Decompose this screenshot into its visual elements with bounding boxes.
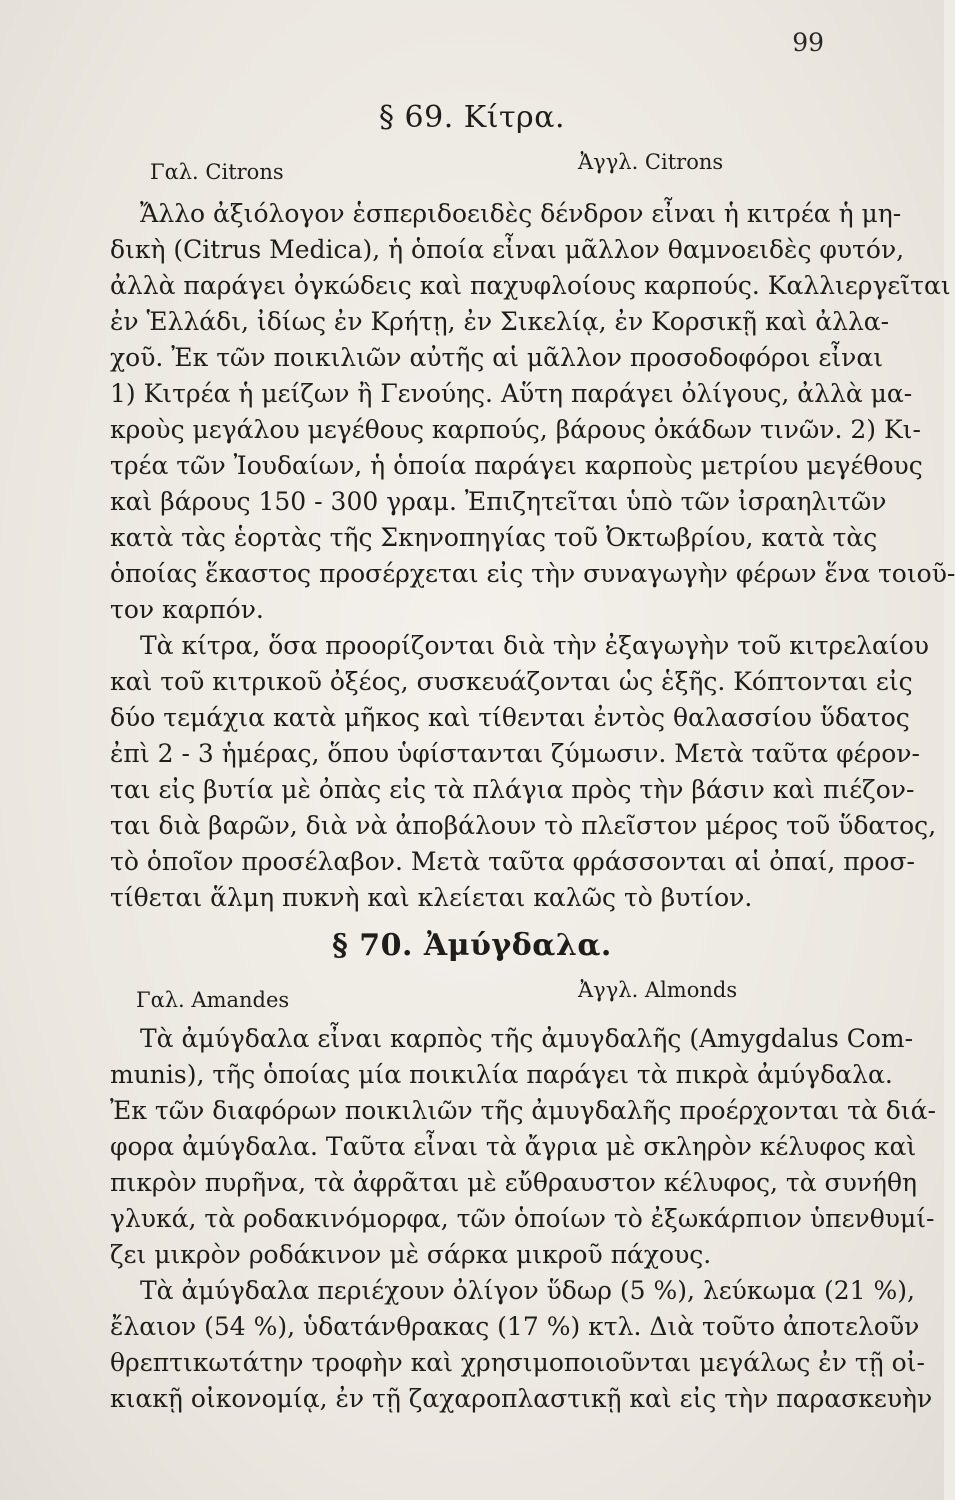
text-line: ται διὰ βαρῶν, διὰ νὰ ἀποβάλουν τὸ πλεῖστον μέρος τοῦ ὕδατος,	[110, 811, 937, 840]
text-line: κιακῇ οἰκονομίᾳ, ἐν τῇ ζαχαροπλαστικῇ καὶ εἰς τὴν παρασκευὴν	[110, 1384, 933, 1413]
text-line: ἔλαιον (54 %), ὑδατάνθρακας (17 %) κτλ. Διὰ τοῦτο ἀποτελοῦν	[110, 1312, 920, 1341]
text-line: χοῦ. Ἐκ τῶν ποικιλιῶν αὐτῆς αἱ μᾶλλον προσοδοφόροι εἶναι	[110, 343, 884, 372]
section-70-english-name: Ἀγγλ. Almonds	[578, 978, 738, 1002]
text-line: Ἐκ τῶν διαφόρων ποικιλιῶν τῆς ἀμυγδαλῆς προέρχονται τὰ διά-	[110, 1096, 936, 1125]
text-line: φορα ἀμύγδαλα. Ταῦτα εἶναι τὰ ἄγρια μὲ σκληρὸν κέλυφος καὶ	[110, 1132, 917, 1161]
section-69-french-name: Γαλ. Citrons	[150, 160, 284, 184]
text-line: κροὺς μεγάλου μεγέθους καρπούς, βάρους ὀκάδων τινῶν. 2) Κι-	[110, 415, 921, 444]
section-70-french-name: Γαλ. Amandes	[136, 988, 290, 1012]
text-line: ται εἰς βυτία μὲ ὀπὰς εἰς τὰ πλάγια πρὸς τὴν βάσιν καὶ πιέζον-	[110, 775, 915, 804]
text-line: Τὰ κίτρα, ὅσα προορίζονται διὰ τὴν ἐξαγωγὴν τοῦ κιτρελαίου	[140, 631, 929, 660]
section-70-title-text: § 70. Ἀμύγδαλα.	[332, 928, 612, 963]
text-line: ἐν Ἑλλάδι, ἰδίως ἐν Κρήτῃ, ἐν Σικελίᾳ, ἐν Κορσικῇ καὶ ἀλλα-	[110, 307, 890, 336]
text-line: δύο τεμάχια κατὰ μῆκος καὶ τίθενται ἐντὸς θαλασσίου ὕδατος	[110, 703, 910, 732]
section-69-english-name: Ἀγγλ. Citrons	[578, 150, 724, 174]
text-line: κατὰ τὰς ἑορτὰς τῆς Σκηνοπηγίας τοῦ Ὀκτωβρίου, κατὰ τὰς	[110, 523, 878, 552]
text-line: Ἄλλο ἀξιόλογον ἑσπεριδοειδὲς δένδρον εἶναι ἡ κιτρέα ἡ μη-	[140, 199, 902, 228]
text-line: ὁποίας ἕκαστος προσέρχεται εἰς τὴν συναγωγὴν φέρων ἕνα τοιοῦ-	[110, 559, 955, 588]
text-line: τρέα τῶν Ἰουδαίων, ἡ ὁποία παράγει καρποὺς μετρίου μεγέθους	[110, 451, 923, 480]
text-line: καὶ βάρους 150 - 300 γραμ. Ἐπιζητεῖται ὑπὸ τῶν ἰσραηλιτῶν	[110, 487, 887, 516]
text-line: ἐπὶ 2 - 3 ἡμέρας, ὅπου ὑφίστανται ζύμωσιν. Μετὰ ταῦτα φέρον-	[110, 739, 920, 768]
section-69-title: § 69. Κίτρα.	[379, 100, 565, 135]
text-line: ἀλλὰ παράγει ὀγκώδεις καὶ παχυφλοίους καρπούς. Καλλιεργεῖται	[110, 271, 951, 300]
text-line: 1) Κιτρέα ἡ μείζων ἢ Γενούης. Αὕτη παράγει ὀλίγους, ἀλλὰ μα-	[110, 379, 913, 408]
text-line: ζει μικρὸν ροδάκινον μὲ σάρκα μικροῦ πάχους.	[110, 1240, 712, 1269]
text-line: καὶ τοῦ κιτρικοῦ ὀξέος, συσκευάζονται ὡς ἑξῆς. Κόπτονται εἰς	[110, 667, 913, 696]
text-line: munis), τῆς ὁποίας μία ποικιλία παράγει τὰ πικρὰ ἀμύγδαλα.	[110, 1060, 893, 1089]
text-line: θρεπτικωτάτην τροφὴν καὶ χρησιμοποιοῦνται μεγάλως ἐν τῇ οἰ-	[110, 1348, 925, 1377]
text-line: δικὴ (Citrus Medica), ἡ ὁποία εἶναι μᾶλλον θαμνοειδὲς φυτόν,	[110, 235, 905, 264]
page-number: 99	[792, 28, 824, 57]
text-line: Τὰ ἀμύγδαλα εἶναι καρπὸς τῆς ἀμυγδαλῆς (Amygdalus Com-	[140, 1024, 914, 1053]
text-line: Τὰ ἀμύγδαλα περιέχουν ὀλίγον ὕδωρ (5 %), λεύκωμα (21 %),	[140, 1276, 915, 1305]
text-line: γλυκά, τὰ ροδακινόμορφα, τῶν ὁποίων τὸ ἐξωκάρπιον ὑπενθυμί-	[110, 1204, 935, 1233]
section-70-title	[0, 928, 944, 963]
text-line: τον καρπόν.	[110, 595, 264, 624]
text-line: τίθεται ἅλμη πυκνὴ καὶ κλείεται καλῶς τὸ βυτίον.	[110, 883, 753, 912]
text-line: πικρὸν πυρῆνα, τὰ ἀφρᾶται μὲ εὔθραυστον κέλυφος, τὰ συνήθη	[110, 1168, 917, 1197]
text-line: τὸ ὁποῖον προσέλαβον. Μετὰ ταῦτα φράσσονται αἱ ὀπαί, προσ-	[110, 847, 915, 876]
